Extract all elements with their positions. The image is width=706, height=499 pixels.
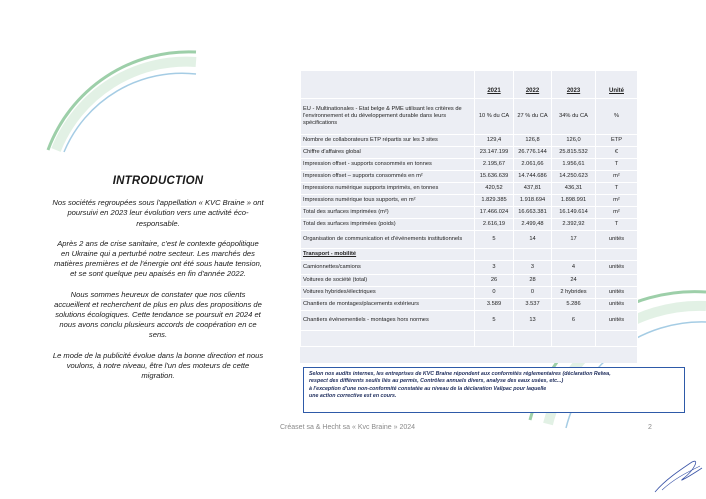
note-line: respect des différents seuils liés au permis, Contrôles annuels divers, analyse des eaux usées, etc...) [309, 378, 564, 385]
cell-2021: 5 [475, 311, 514, 331]
row-label: Voitures hybrides/électriques [301, 287, 475, 299]
introduction-section [52, 176, 264, 391]
row-label: Impressions numérique supports imprimés, en tonnes [301, 183, 475, 195]
table-row [301, 311, 638, 331]
intro-paragraph: Nos sociétés regroupées sous l'appellation « KVC Braine » ont poursuivi en 2023 leur évolution vers une activité éco-responsable. [52, 198, 264, 228]
row-label: Impression offset - supports consommés en tonnes [301, 159, 475, 171]
cell-unit: unités [596, 261, 638, 275]
cell-2022: 126,8 [514, 135, 552, 147]
cell-2023: 14.250.623 [552, 171, 596, 183]
row-label: Chiffre d'affaires global [301, 147, 475, 159]
table-row [301, 275, 638, 287]
introduction-title: INTRODUCTION [112, 175, 204, 187]
table-row [301, 147, 638, 159]
page-number: 2 [648, 424, 652, 431]
cell-2023: 16.149.614 [552, 207, 596, 219]
cell-2023 [552, 249, 596, 261]
row-label [301, 331, 475, 347]
cell-unit [596, 331, 638, 347]
cell-2021: 129,4 [475, 135, 514, 147]
note-line: Selon nos audits internes, les entreprises de KVC Braine répondent aux conformités réglementaires (déclaration Relwa, [309, 371, 611, 377]
intro-paragraph: Le mode de la publicité évolue dans la bonne direction et nous voulons, à notre niveau, être l'un des moteurs de cette migration. [52, 350, 264, 381]
cell-2022: 2.499,48 [514, 219, 552, 231]
cell-2022: 16.663.381 [514, 207, 552, 219]
table-row [301, 299, 638, 311]
cell-unit: T [596, 219, 638, 231]
cell-2022: 2.061,66 [514, 159, 552, 171]
table-row [301, 207, 638, 219]
cell-2022: 26.776.144 [514, 147, 552, 159]
row-label: EU - Multinationales - Etat belge & PME utilisant les critères de l'environnement et du développement durable dans leurs spécifications [301, 99, 475, 135]
cell-2021: 3 [475, 261, 514, 275]
cell-unit: unités [596, 231, 638, 249]
row-label: Transport - mobilité [301, 249, 475, 261]
cell-2021: 3.589 [475, 299, 514, 311]
row-label: Chantiers événementiels - montages hors normes [301, 311, 475, 331]
cell-2021: 5 [475, 231, 514, 249]
cell-2022: 3.537 [514, 299, 552, 311]
cell-2022: 27 % du CA [514, 99, 552, 135]
cell-2021 [475, 249, 514, 261]
cell-2023: 126,0 [552, 135, 596, 147]
cell-2021: 1.829.385 [475, 195, 514, 207]
cell-2022: 437,81 [514, 183, 552, 195]
footer-text: Créaset sa & Hecht sa « Kvc Braine » 2024 [280, 424, 416, 431]
cell-unit: m² [596, 171, 638, 183]
cell-2022: 3 [514, 261, 552, 275]
column-header-2022: 2022 [514, 71, 552, 99]
cell-2023: 1.898.991 [552, 195, 596, 207]
note-line: une action corrective est en cours. [309, 393, 397, 400]
row-label: Organisation de communication et d'événements institutionnels [301, 231, 475, 249]
cell-2021: 15.636.639 [475, 171, 514, 183]
cell-unit: € [596, 147, 638, 159]
cell-2022: 28 [514, 275, 552, 287]
column-header-2023: 2023 [552, 71, 596, 99]
cell-unit: unités [596, 311, 638, 331]
cell-2021: 2.616,19 [475, 219, 514, 231]
cell-2023: 17 [552, 231, 596, 249]
cell-unit: % [596, 99, 638, 135]
table-row [301, 331, 638, 347]
cell-2023: 24 [552, 275, 596, 287]
cell-unit: T [596, 183, 638, 195]
cell-unit: T [596, 159, 638, 171]
table-row [301, 171, 638, 183]
row-label: Voitures de société (total) [301, 275, 475, 287]
cell-2022: 14 [514, 231, 552, 249]
cell-unit: m² [596, 195, 638, 207]
cell-2023: 5.286 [552, 299, 596, 311]
cell-2022: 14.744.686 [514, 171, 552, 183]
table-header-row [301, 71, 638, 99]
cell-2023: 4 [552, 261, 596, 275]
cell-2021 [475, 331, 514, 347]
intro-paragraph: Nous sommes heureux de constater que nos clients accueillent et recherchent de plus en plus des propositions de solutions écologiques. Cette tendance se poursuit en 2024 et nous avons conclu plusieurs accords de coopération en ce sens. [54, 289, 262, 340]
cell-2021: 10 % du CA [475, 99, 514, 135]
row-label: Chantiers de montages/placements extérieurs [301, 299, 475, 311]
table-row [301, 195, 638, 207]
cell-unit: ETP [596, 135, 638, 147]
indicators-table-container [300, 70, 637, 363]
cell-2021: 2.195,67 [475, 159, 514, 171]
cell-unit [596, 275, 638, 287]
cell-2021: 0 [475, 287, 514, 299]
row-label: Camionnettes/camions [301, 261, 475, 275]
cell-2021: 26 [475, 275, 514, 287]
cell-2022 [514, 249, 552, 261]
row-label: Total des surfaces imprimées (poids) [301, 219, 475, 231]
cell-2023: 2 hybrides [552, 287, 596, 299]
cell-unit [596, 249, 638, 261]
cell-2021: 420,52 [475, 183, 514, 195]
cell-2021: 23.147.199 [475, 147, 514, 159]
column-header-unit: Unité [596, 71, 638, 99]
cell-2021: 17.466.024 [475, 207, 514, 219]
table-row [301, 261, 638, 275]
cell-2023: 2.392,92 [552, 219, 596, 231]
table-row [301, 287, 638, 299]
cell-2023: 436,31 [552, 183, 596, 195]
table-row [301, 219, 638, 231]
cell-2023: 6 [552, 311, 596, 331]
cell-2022: 13 [514, 311, 552, 331]
cell-2023: 25.815.532 [552, 147, 596, 159]
cell-unit: unités [596, 299, 638, 311]
cell-unit: unités [596, 287, 638, 299]
table-row [301, 159, 638, 171]
cell-2022: 0 [514, 287, 552, 299]
column-header-2021: 2021 [475, 71, 514, 99]
cell-2023 [552, 331, 596, 347]
row-label: Impression offset – supports consommés en m² [301, 171, 475, 183]
row-label: Nombre de collaborateurs ETP répartis sur les 3 sites [301, 135, 475, 147]
cell-unit: m² [596, 207, 638, 219]
compliance-note [303, 367, 685, 413]
indicators-table [300, 70, 638, 347]
cell-2022: 1.918.694 [514, 195, 552, 207]
table-row [301, 231, 638, 249]
column-header [301, 71, 475, 99]
table-row [301, 249, 638, 261]
note-line: à l'exception d'une non-conformité constatée au niveau de la déclaration Valipac pour laquelle [309, 385, 547, 392]
cell-2023: 1.956,61 [552, 159, 596, 171]
cell-2022 [514, 331, 552, 347]
table-row [301, 135, 638, 147]
table-row [301, 183, 638, 195]
table-row [301, 99, 638, 135]
intro-paragraph: Après 2 ans de crise sanitaire, c'est le contexte géopolitique en Ukraine qui a perturbé notre secteur. Les marchés des matières premières et de l'énergie ont été sous haute tension, et se sont quelque peu apaisés en fin d'année 2022. [54, 238, 262, 279]
row-label: Impressions numérique tous supports, en m² [301, 195, 475, 207]
cell-2023: 34% du CA [552, 99, 596, 135]
row-label: Total des surfaces imprimées (m²) [301, 207, 475, 219]
